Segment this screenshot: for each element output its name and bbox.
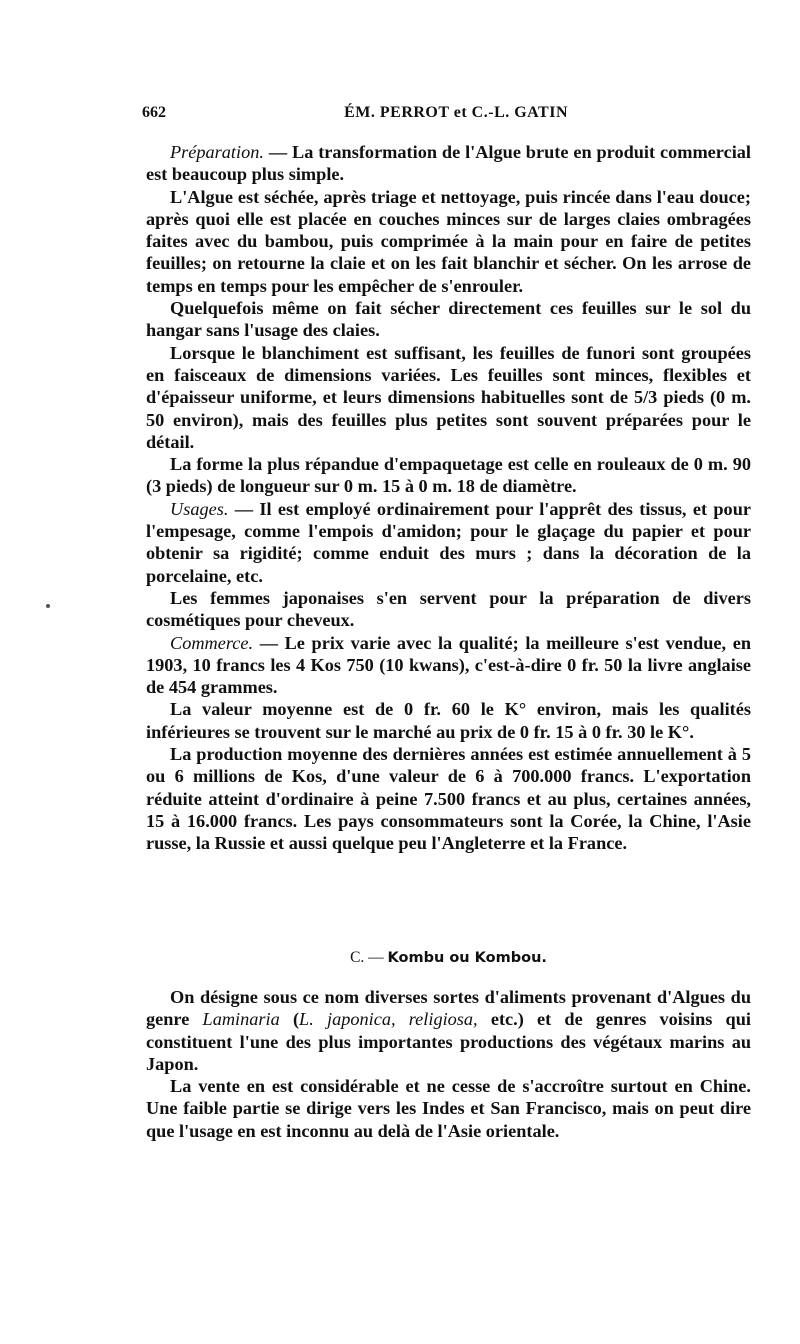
paragraph-usages-intro: Usages. — Il est employé ordinairement pour l'apprêt des tissus, et pour l'empesage, comme l'empois d'amidon; pour le glaçage du papier et pour obtenir sa rigidité; comme enduit des murs ; dans la décoration de la porcelaine, etc. <box>146 498 751 586</box>
section-c-text <box>146 986 751 1142</box>
paragraph: La production moyenne des dernières années est estimée annuellement à 5 ou 6 millions de Kos, d'une valeur de 6 à 700.000 francs. L'exportation réduite atteint d'ordinaire à peine 7.500 francs et au plus, certaines années, 15 à 16.000 francs. Les pays consommateurs sont la Corée, la Chine, l'Asie russe, la Russie et aussi quelque peu l'Angleterre et la France. <box>146 744 751 854</box>
section-title: Kombu ou Kombou. <box>387 950 547 966</box>
paragraph: Les femmes japonaises s'en servent pour la préparation de divers cosmétiques pour cheveux. <box>146 587 751 631</box>
section-heading <box>146 948 751 968</box>
header-authors: ÉM. PERROT et C.-L. GATIN <box>344 104 568 121</box>
paragraph: Lorsque le blanchiment est suffisant, les feuilles de funori sont groupées en faisceaux de dimensions variées. Les feuilles sont minces, flexibles et d'épaisseur uniforme, et leurs dimensions habituelles sont de 5/3 pieds (0 m. 50 environ), mais des feuilles plus petites sont souvent préparées pour le détail. <box>146 342 751 452</box>
lead-commerce: Commerce. <box>170 632 254 653</box>
margin-speck <box>46 604 50 608</box>
page-number: 662 <box>142 104 166 121</box>
lead-preparation: Préparation. <box>170 142 264 162</box>
genus-name: Laminaria <box>202 1009 280 1030</box>
paragraph-kombu-intro: On désigne sous ce nom diverses sortes d'aliments provenant d'Algues du genre Laminaria (L. japonica, religiosa, etc.) et de genres voisins qui constituent l'une des plus importantes productions des végétaux marins au Japon. <box>146 987 751 1074</box>
section-prefix: C. — <box>350 949 384 966</box>
paragraph-commerce-intro: Commerce. — Le prix varie avec la qualité; la meilleure s'est vendue, en 1903, 10 francs les 4 Kos 750 (10 kwans), c'est-à-dire 0 fr. 50 la livre anglaise de 454 grammes. <box>146 632 751 698</box>
paragraph: La forme la plus répandue d'empaquetage est celle en rouleaux de 0 m. 90 (3 pieds) de longueur sur 0 m. 15 à 0 m. 18 de diamètre. <box>146 454 751 497</box>
species-names: L. japonica, religiosa, <box>299 1009 478 1030</box>
main-text <box>146 141 751 855</box>
paragraph: L'Algue est séchée, après triage et nettoyage, puis rincée dans l'eau douce; après quoi elle est placée en couches minces sur de larges claies ombragées faites avec du bambou, puis comprimée à la main pour en faire de petites feuilles; on retourne la claie et on les fait blanchir et sécher. On les arrose de temps en temps pour les empêcher de s'enrouler. <box>146 186 751 296</box>
paragraph: La valeur moyenne est de 0 fr. 60 le K° environ, mais les qualités inférieures se trouvent sur le marché au prix de 0 fr. 15 à 0 fr. 30 le K°. <box>146 699 751 742</box>
paragraph-preparation-intro: Préparation. — La transformation de l'Algue brute en produit commercial est beaucoup plus simple. <box>146 142 751 185</box>
paragraph: La vente en est considérable et ne cesse de s'accroître surtout en Chine. Une faible partie se dirige vers les Indes et San Francisco, mais on peut dire que l'usage en est inconnu au delà de l'Asie orientale. <box>146 1076 751 1141</box>
running-head <box>142 104 568 126</box>
paragraph: Quelquefois même on fait sécher directement ces feuilles sur le sol du hangar sans l'usage des claies. <box>146 298 751 341</box>
lead-usages: Usages. <box>170 498 229 519</box>
